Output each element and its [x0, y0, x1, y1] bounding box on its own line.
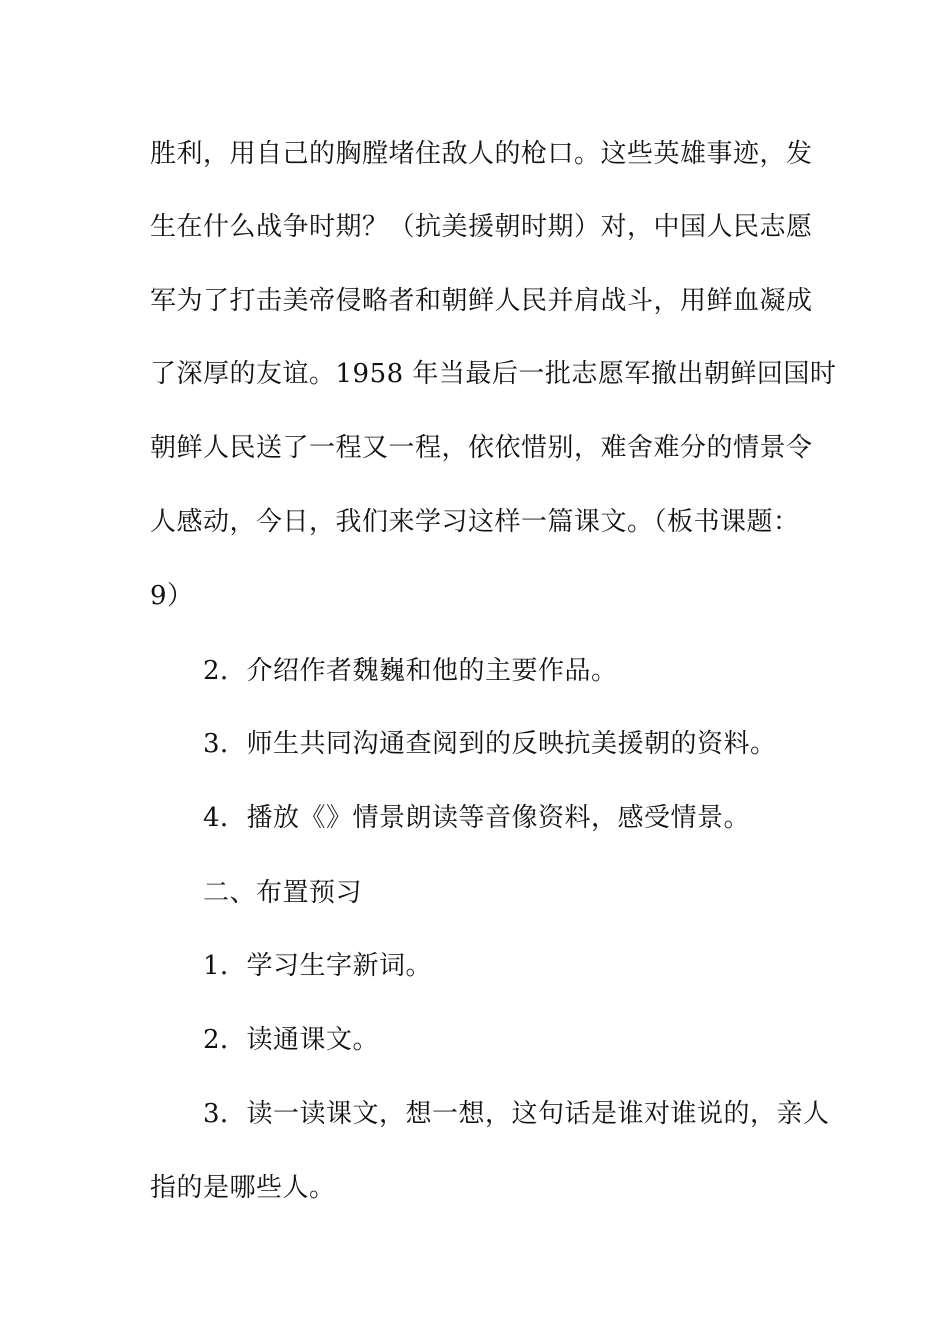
paragraph-line: 指的是哪些人。 — [150, 1173, 336, 1203]
paragraph-line: 胜利，用自己的胸膛堵住敌人的枪口。这些英雄事迹，发 — [150, 139, 813, 169]
paragraph-line: 人感动，今日，我们来学习这样一篇课文。（板书课题： — [150, 507, 800, 537]
list-item: 3．读一读课文，想一想，这句话是谁对谁说的，亲人 — [203, 1099, 830, 1129]
paragraph-line: 朝鲜人民送了一程又一程，依依惜别，难舍难分的情景令 — [150, 433, 813, 463]
list-item: 1．学习生字新词。 — [203, 951, 433, 981]
paragraph-line: 了深厚的友谊。1958 年当最后一批志愿军撤出朝鲜回国时 — [150, 359, 837, 389]
paragraph-line: 生在什么战争时期？（抗美援朝时期）对，中国人民志愿 — [150, 212, 813, 242]
list-item: 2．介绍作者魏巍和他的主要作品。 — [203, 656, 618, 686]
paragraph-line: 9） — [150, 581, 194, 611]
list-item: 3．师生共同沟通查阅到的反映抗美援朝的资料。 — [203, 729, 777, 759]
list-item: 2．读通课文。 — [203, 1025, 380, 1055]
section-heading: 二、布置预习 — [203, 878, 363, 908]
paragraph-line: 军为了打击美帝侵略者和朝鲜人民并肩战斗，用鲜血凝成 — [150, 286, 813, 316]
list-item: 4．播放《》情景朗读等音像资料，感受情景。 — [203, 803, 751, 833]
